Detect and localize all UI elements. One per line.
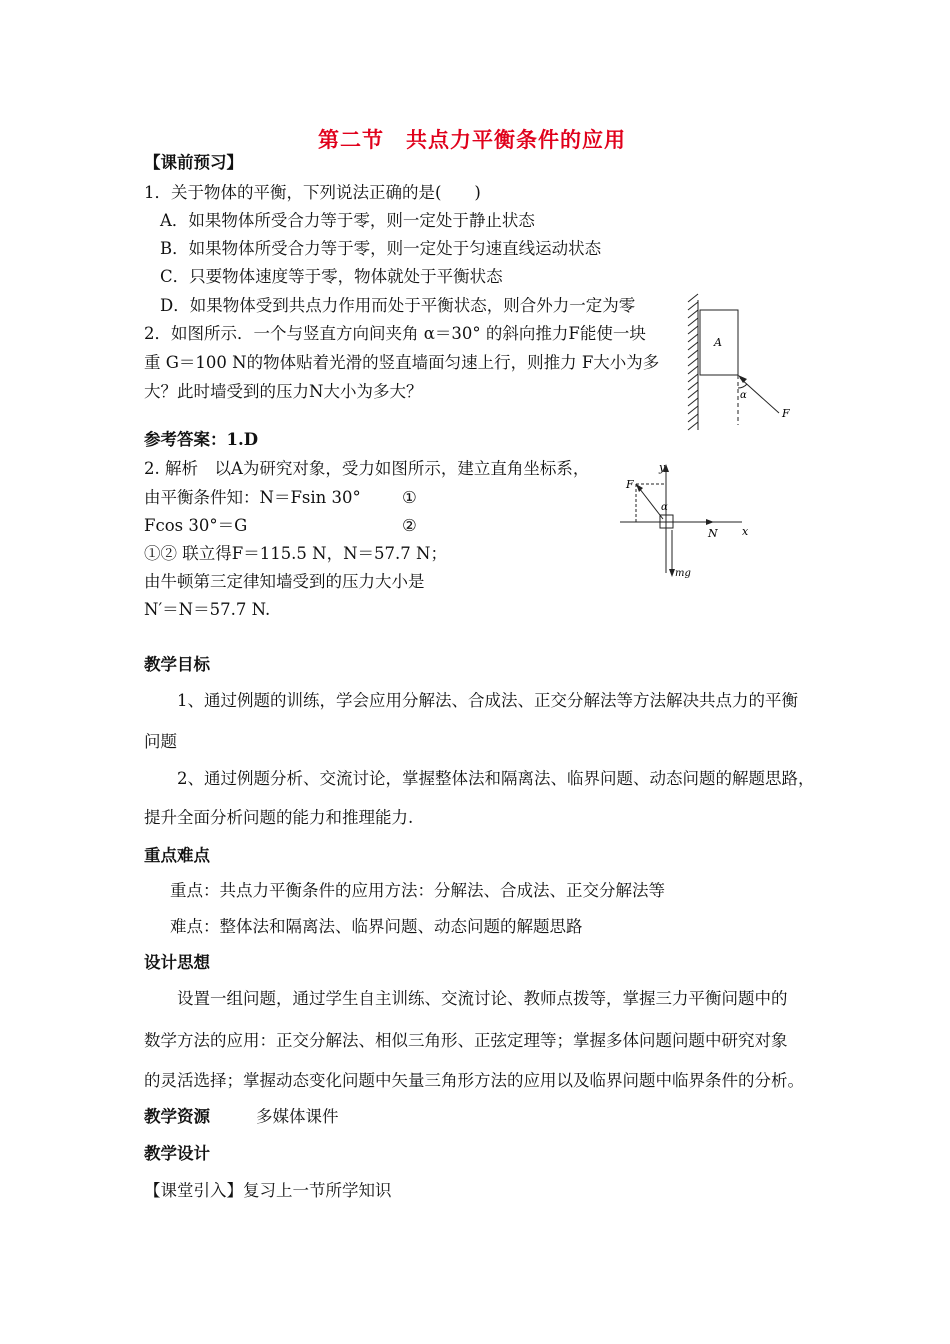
goals-heading: 教学目标 [144,655,210,674]
question-1-option-d: D．如果物体受到共点力作用而处于平衡状态，则合外力一定为零 [160,296,636,315]
question-1-option-c: C．只要物体速度等于零，物体就处于平衡状态 [160,267,503,286]
design-idea-line-3: 的灵活选择；掌握动态变化问题中矢量三角形方法的应用以及临界问题中临界条件的分析。 [144,1071,804,1090]
question-2-line-2: 重 G＝100 N的物体贴着光滑的竖直墙面匀速上行，则推力 F大小为多 [144,353,660,372]
design-heading: 教学设计 [144,1144,210,1163]
answer-line-6: N′＝N＝57.7 N. [144,600,271,619]
goal-1-line-1: 1、通过例题的训练，学会应用分解法、合成法、正交分解法等方法解决共点力的平衡 [177,691,798,710]
wall-block-figure [682,290,812,435]
preview-heading: 【课前预习】 [144,153,243,172]
answer-line-1: 2. 解析 以A为研究对象，受力如图所示，建立直角坐标系， [144,459,590,478]
block-a-label: A [714,336,722,349]
answer-line-4: ①② 联立得F＝115.5 N，N＝57.7 N； [144,544,447,563]
class-intro: 【课堂引入】复习上一节所学知识 [144,1181,392,1200]
y-axis-label: y [659,461,666,474]
force-f-label: F [782,407,790,420]
goal-2-line-1: 2、通过例题分析、交流讨论，掌握整体法和隔离法、临界问题、动态问题的解题思路， [177,769,815,788]
design-idea-line-2: 数学方法的应用：正交分解法、相似三角形、正弦定理等；掌握多体问题问题中研究对象 [144,1031,788,1050]
design-idea-heading: 设计思想 [144,953,210,972]
question-2-line-1: 2．如图所示．一个与竖直方向间夹角 α＝30° 的斜向推力F能使一块 [144,324,646,343]
question-1-stem: 1．关于物体的平衡，下列说法正确的是( ) [144,183,481,202]
angle-alpha-label: α [740,390,747,401]
equation-mark-2: ② [402,516,417,535]
force-f-label: F [626,478,634,491]
resources-heading: 教学资源 [144,1107,210,1126]
resources-value: 多媒体课件 [256,1107,339,1126]
force-diagram-figure [618,455,760,585]
page-title: 第二节 共点力平衡条件的应用 [318,127,626,152]
answer-line-5: 由牛顿第三定律知墙受到的压力大小是 [144,572,425,591]
normal-force-label: N [708,527,718,540]
angle-alpha-label: α [661,502,668,513]
equation-mark-1: ① [402,488,417,507]
key-point: 重点：共点力平衡条件的应用方法：分解法、合成法、正交分解法等 [170,881,665,900]
x-axis-label: x [742,525,749,538]
answer-line-2: 由平衡条件知：N＝Fsin 30° [144,488,361,507]
keypoints-heading: 重点难点 [144,846,210,865]
answer-heading: 参考答案：1.D [144,430,259,449]
question-1-option-b: B．如果物体所受合力等于零，则一定处于匀速直线运动状态 [160,239,602,258]
design-idea-line-1: 设置一组问题，通过学生自主训练、交流讨论、教师点拨等，掌握三力平衡问题中的 [177,989,788,1008]
weight-label: mg [675,568,691,579]
answer-line-3: Fcos 30°＝G [144,516,248,535]
goal-1-line-2: 问题 [144,732,177,751]
question-2-line-3: 大？此时墙受到的压力N大小为多大？ [144,382,423,401]
hard-point: 难点：整体法和隔离法、临界问题、动态问题的解题思路 [170,917,583,936]
goal-2-line-2: 提升全面分析问题的能力和推理能力. [144,808,414,827]
question-1-option-a: A．如果物体所受合力等于零，则一定处于静止状态 [160,211,535,230]
